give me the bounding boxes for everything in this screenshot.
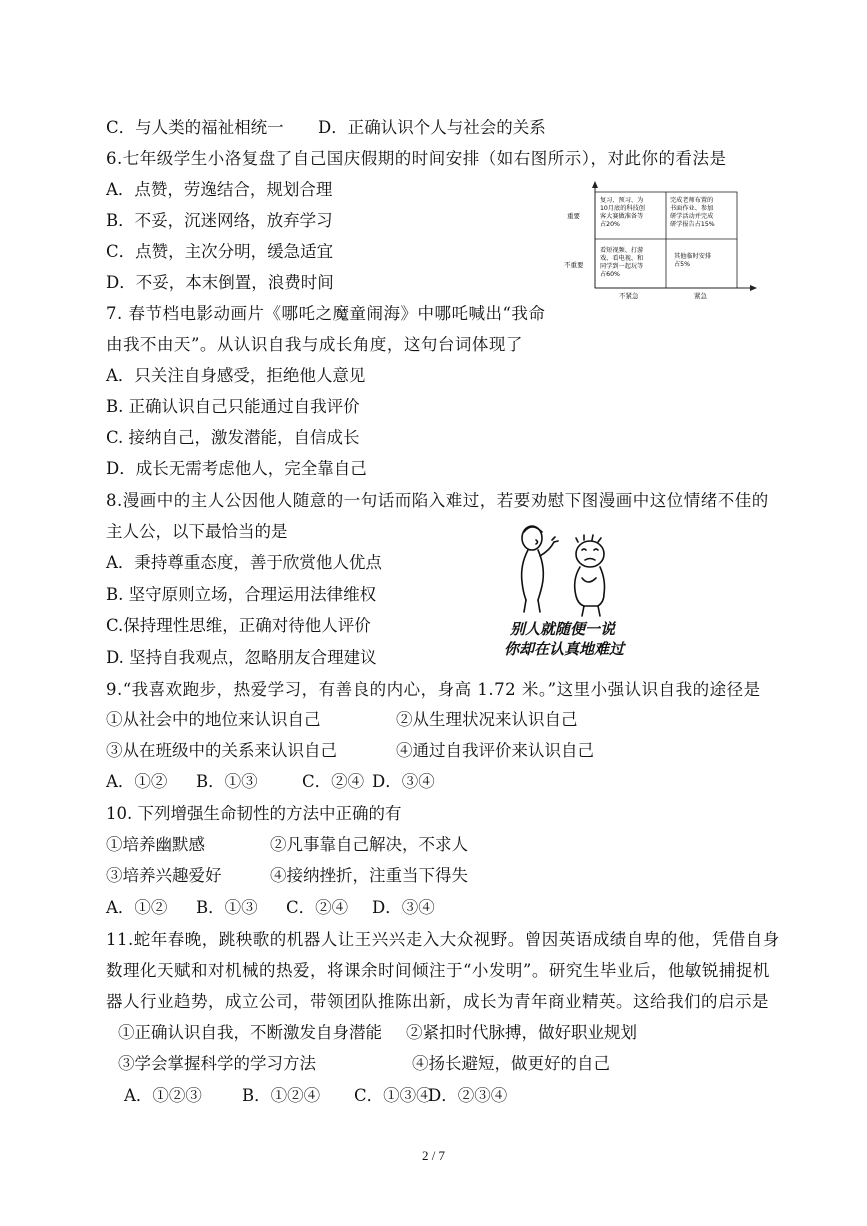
q8-stem-line2: 主人公，以下最恰当的是 [106, 522, 288, 541]
q11-line-2: 数理化天赋和对机械的热爱，将课余时间倾注于“小发明”。研究生毕业后，他敏锐捕捉机 [106, 961, 770, 980]
q7-option-c: C. 接纳自己，激发潜能，自信成长 [106, 428, 360, 447]
y-label-important: 重要 [567, 212, 580, 220]
page-number: 2 / 7 [421, 1148, 446, 1163]
q9-item-1: ①从社会中的地位来认识自己 [106, 710, 321, 729]
q6-option-d: D．不妥，本末倒置，浪费时间 [106, 273, 334, 292]
q10-stem: 10. 下列增强生命韧性的方法中正确的有 [106, 804, 402, 823]
q1-line1: 复习、预习、为 [600, 197, 644, 204]
q8-option-d: D. 坚持自我观点，忽略朋友合理建议 [106, 648, 377, 667]
q5-option-c: C．与人类的福祉相统一 [106, 118, 284, 137]
q11-line-3: 器人行业趋势，成立公司，带领团队推陈出新，成长为青年商业精英。这给我们的启示是 [106, 992, 769, 1011]
q10-answer-b: B．①③ [196, 898, 258, 917]
q2-line3: 研学活动并完成 [670, 213, 714, 220]
q2-line1: 完成老师布置的 [670, 197, 714, 204]
time-management-chart [564, 180, 760, 305]
q10-answer-a: A．①② [106, 898, 168, 917]
q1-line2: 10月底的科技创 [600, 205, 645, 212]
q6-option-a: A．点赞，劳逸结合，规划合理 [106, 180, 333, 199]
q10-answer-c: C．②④ [286, 898, 349, 917]
q9-item-2: ②从生理状况来认识自己 [396, 710, 578, 729]
q10-item-3: ③培养兴趣爱好 [106, 866, 222, 885]
q3-line2: 戏、看电视、和 [600, 255, 644, 262]
cartoon-caption-line2: 你却在认真地难过 [504, 640, 625, 658]
x-label-urgent: 紧急 [694, 292, 707, 300]
q9-answer-b: B．①③ [196, 772, 258, 791]
q9-stem: 9.“我喜欢跑步，热爱学习，有善良的内心，身高 1.72 米。”这里小强认识自我的途径是 [106, 680, 761, 699]
q8-stem-line1: 8.漫画中的主人公因他人随意的一句话而陷入难过，若要劝慰下图漫画中这位情绪不佳的 [106, 491, 769, 510]
q7-option-b: B. 正确认识自己只能通过自我评价 [106, 397, 360, 416]
q8-option-c: C.保持理性思维，正确对待他人评价 [106, 616, 371, 635]
q7-stem-line1: 7. 春节档电影动画片《哪吒之魔童闹海》中哪吒喊出“我命 [106, 304, 546, 323]
q1-line4: 占20% [600, 221, 620, 228]
q6-stem: 6.七年级学生小洛复盘了自己国庆假期的时间安排（如右图所示），对此你的看法是 [106, 149, 727, 168]
y-label-unimportant: 不重要 [564, 261, 584, 269]
q9-answer-c: C．②④ [302, 772, 365, 791]
q7-stem-line2: 由我不由天”。从认识自我与成长角度，这句台词体现了 [106, 335, 523, 354]
q2-line2: 书面作业、参加 [670, 205, 714, 212]
cartoon-caption-line1: 别人就随便一说 [510, 620, 616, 638]
q11-answer-d: D．②③④ [428, 1086, 508, 1105]
q11-item-2: ②紧扣时代脉搏，做好职业规划 [406, 1023, 637, 1042]
q3-line3: 同学到一起玩等 [600, 263, 644, 270]
q4-line2: 占5% [674, 261, 691, 268]
q10-item-2: ②凡事靠自己解决，不求人 [270, 835, 468, 854]
q2-line4: 研学报告占15% [670, 221, 715, 228]
q9-item-3: ③从在班级中的关系来认识自己 [106, 741, 337, 760]
q10-answer-d: D．③④ [372, 898, 435, 917]
q3-line1: 看短视频、打游 [600, 247, 644, 254]
q6-option-b: B．不妥，沉迷网络，放弃学习 [106, 211, 333, 230]
q10-item-1: ①培养幽默感 [106, 835, 205, 854]
q3-line4: 占60% [600, 271, 620, 278]
q8-option-a: A．秉持尊重态度，善于欣赏他人优点 [106, 553, 382, 572]
q11-answer-b: B．①②④ [242, 1086, 321, 1105]
q9-answer-a: A．①② [106, 772, 168, 791]
q6-option-c: C．点赞，主次分明，缓急适宜 [106, 242, 334, 261]
q4-line1: 其他临时安排 [674, 253, 712, 260]
q11-line-1: 11.蛇年春晚，跳秧歌的机器人让王兴兴走入大众视野。曾因英语成绩自卑的他，凭借自身 [106, 930, 780, 949]
q11-answer-c: C．①③④ [354, 1086, 433, 1105]
q5-option-d: D．正确认识个人与社会的关系 [318, 118, 546, 137]
q11-item-1: ①正确认识自我，不断激发自身潜能 [118, 1023, 382, 1042]
q11-answer-a: A．①②③ [124, 1086, 202, 1105]
q11-item-4: ④扬长避短，做更好的自己 [412, 1054, 610, 1073]
q8-option-b: B. 坚守原则立场，合理运用法律维权 [106, 585, 377, 604]
q9-answer-d: D．③④ [372, 772, 435, 791]
x-label-not-urgent: 不紧急 [619, 292, 639, 300]
q11-item-3: ③学会掌握科学的学习方法 [118, 1054, 316, 1073]
q7-option-a: A．只关注自身感受，拒绝他人意见 [106, 366, 366, 385]
q10-item-4: ④接纳挫折，注重当下得失 [270, 866, 468, 885]
q1-line3: 客大赛做准备等 [600, 213, 644, 220]
q9-item-4: ④通过自我评价来认识自己 [396, 741, 594, 760]
q7-option-d: D．成长无需考虑他人，完全靠自己 [106, 459, 367, 478]
